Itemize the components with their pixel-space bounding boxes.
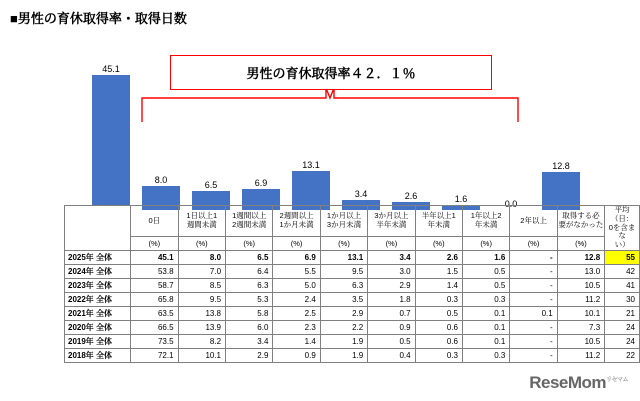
data-table xyxy=(64,205,640,363)
table-cell: 1.9 xyxy=(320,335,367,349)
table-cell: 0.5 xyxy=(462,279,509,293)
table-row-label: 2024年 全体 xyxy=(65,265,131,279)
table-row xyxy=(65,321,640,335)
table-cell: 24 xyxy=(605,335,640,349)
callout-text: 男性の育休取得率４２．１％ xyxy=(246,66,416,81)
bar-value-label: 1.6 xyxy=(454,194,468,205)
table-cell: 2.5 xyxy=(273,307,320,321)
table-cell: 0.5 xyxy=(415,307,462,321)
table-cell: 0.1 xyxy=(462,335,509,349)
bar-value-label: 45.1 xyxy=(102,63,120,74)
table-cell: 0.6 xyxy=(415,335,462,349)
bar-column xyxy=(538,161,584,210)
bar-value-label: 13.1 xyxy=(302,159,320,170)
table-cell: 13.8 xyxy=(178,307,225,321)
table-row xyxy=(65,265,640,279)
table-column-unit: (%) xyxy=(368,237,415,251)
table-column-header: 1週間以上 2週間未満 xyxy=(226,206,273,237)
table-cell: - xyxy=(510,335,557,349)
table-cell: 1.4 xyxy=(415,279,462,293)
bar xyxy=(92,75,130,210)
table-column-header: 平均（日： 0を含まな い） xyxy=(605,206,640,251)
table-row xyxy=(65,293,640,307)
table-cell: 7.0 xyxy=(178,265,225,279)
table-cell: 22 xyxy=(605,349,640,363)
table-cell: 2.9 xyxy=(320,307,367,321)
table-cell: 5.5 xyxy=(273,265,320,279)
table-column-header: 0日 xyxy=(131,206,178,237)
table-corner-cell xyxy=(65,206,131,251)
table-column-header: 3か月以上 半年未満 xyxy=(368,206,415,237)
table-cell: - xyxy=(510,321,557,335)
table-cell: 8.2 xyxy=(178,335,225,349)
table-cell: 55 xyxy=(605,251,640,265)
table-cell: 5.0 xyxy=(273,279,320,293)
table-cell: 10.5 xyxy=(557,335,604,349)
table-cell: 10.5 xyxy=(557,279,604,293)
table-cell: 6.3 xyxy=(320,279,367,293)
table-cell: 10.1 xyxy=(557,307,604,321)
table-cell: 72.1 xyxy=(131,349,178,363)
table-cell: 12.8 xyxy=(557,251,604,265)
table-cell: 11.2 xyxy=(557,349,604,363)
table-row xyxy=(65,279,640,293)
table-cell: 0.3 xyxy=(415,349,462,363)
table-cell: 3.0 xyxy=(368,265,415,279)
table-cell: 2.9 xyxy=(226,349,273,363)
table-cell: 13.9 xyxy=(178,321,225,335)
table-cell: 24 xyxy=(605,321,640,335)
table-cell: 1.4 xyxy=(273,335,320,349)
table-cell: 0.1 xyxy=(462,307,509,321)
table-column-unit: (%) xyxy=(462,237,509,251)
table-column-unit: (%) xyxy=(557,237,604,251)
table-row xyxy=(65,335,640,349)
table-cell: - xyxy=(510,251,557,265)
table-cell: 6.4 xyxy=(226,265,273,279)
table-cell: 0.7 xyxy=(368,307,415,321)
table-cell: 6.5 xyxy=(226,251,273,265)
bar-value-label: 0.0 xyxy=(504,199,518,209)
table-header-row xyxy=(65,206,640,237)
table-cell: 2.6 xyxy=(415,251,462,265)
data-table-wrapper xyxy=(64,205,640,363)
table-column-header: 1か月以上 3か月未満 xyxy=(320,206,367,237)
table-cell: 6.0 xyxy=(226,321,273,335)
brace-bracket xyxy=(140,86,530,126)
table-body xyxy=(65,251,640,363)
table-cell: 73.5 xyxy=(131,335,178,349)
table-cell: - xyxy=(510,265,557,279)
table-cell: 0.1 xyxy=(462,321,509,335)
table-cell: 3.4 xyxy=(226,335,273,349)
table-cell: 0.1 xyxy=(510,307,557,321)
table-cell: 9.5 xyxy=(178,293,225,307)
table-column-unit: (%) xyxy=(510,237,557,251)
table-column-header: 取得する必 要がなかった xyxy=(557,206,604,237)
table-cell: 1.9 xyxy=(320,349,367,363)
table-column-header: 1日以上1 週間未満 xyxy=(178,206,225,237)
table-column-unit: (%) xyxy=(226,237,273,251)
table-column-unit: (%) xyxy=(320,237,367,251)
table-cell: 66.5 xyxy=(131,321,178,335)
table-column-header: 2年以上 xyxy=(510,206,557,237)
bar-value-label: 2.6 xyxy=(404,191,418,202)
table-cell: 6.3 xyxy=(226,279,273,293)
table-column-unit: (%) xyxy=(178,237,225,251)
table-column-header: 1年以上2 年未満 xyxy=(462,206,509,237)
table-cell: 3.5 xyxy=(320,293,367,307)
page-title: ■男性の育休取得率・取得日数 xyxy=(10,11,187,26)
table-column-unit: (%) xyxy=(273,237,320,251)
table-cell: 41 xyxy=(605,279,640,293)
table-cell: 2.3 xyxy=(273,321,320,335)
table-column-header: 2週間以上 1か月未満 xyxy=(273,206,320,237)
table-row-label: 2023年 全体 xyxy=(65,279,131,293)
bar-value-label: 12.8 xyxy=(552,160,570,171)
table-cell: - xyxy=(510,279,557,293)
bar-column xyxy=(288,160,334,210)
table-row-label: 2021年 全体 xyxy=(65,307,131,321)
bar-column xyxy=(88,64,134,210)
table-row-label: 2020年 全体 xyxy=(65,321,131,335)
site-logo xyxy=(529,373,628,393)
table-cell: 0.3 xyxy=(462,349,509,363)
table-cell: - xyxy=(510,349,557,363)
table-cell: 0.5 xyxy=(462,265,509,279)
table-cell: 0.5 xyxy=(368,335,415,349)
table-cell: 65.8 xyxy=(131,293,178,307)
table-cell: 58.7 xyxy=(131,279,178,293)
table-cell: 0.4 xyxy=(368,349,415,363)
table-cell: 2.4 xyxy=(273,293,320,307)
table-column-header: 半年以上1 年未満 xyxy=(415,206,462,237)
table-cell: 6.9 xyxy=(273,251,320,265)
table-row xyxy=(65,307,640,321)
table-cell: 2.9 xyxy=(368,279,415,293)
table-cell: 13.0 xyxy=(557,265,604,279)
table-cell: 2.2 xyxy=(320,321,367,335)
table-row xyxy=(65,251,640,265)
table-column-unit: (%) xyxy=(131,237,178,251)
table-cell: 0.6 xyxy=(415,321,462,335)
table-cell: 8.5 xyxy=(178,279,225,293)
bar-value-label: 3.4 xyxy=(354,188,368,199)
bar-value-label: 6.5 xyxy=(204,179,218,190)
table-cell: 30 xyxy=(605,293,640,307)
table-cell: 5.8 xyxy=(226,307,273,321)
table-row-label: 2022年 全体 xyxy=(65,293,131,307)
site-logo-sub: リセマム xyxy=(606,377,628,384)
table-cell: 21 xyxy=(605,307,640,321)
table-cell: 0.3 xyxy=(462,293,509,307)
table-column-unit: (%) xyxy=(415,237,462,251)
bar-value-label: 6.9 xyxy=(254,178,268,189)
table-cell: 7.3 xyxy=(557,321,604,335)
bar-value-label: 8.0 xyxy=(154,175,168,185)
table-cell: 10.1 xyxy=(178,349,225,363)
table-cell: 1.6 xyxy=(462,251,509,265)
table-row xyxy=(65,349,640,363)
table-cell: 0.9 xyxy=(273,349,320,363)
table-cell: 63.5 xyxy=(131,307,178,321)
table-unit-row xyxy=(65,237,640,251)
table-cell: 8.0 xyxy=(178,251,225,265)
callout-box xyxy=(170,55,492,90)
table-cell: - xyxy=(510,293,557,307)
table-cell: 9.5 xyxy=(320,265,367,279)
table-cell: 13.1 xyxy=(320,251,367,265)
table-row-label: 2019年 全体 xyxy=(65,335,131,349)
table-cell: 1.8 xyxy=(368,293,415,307)
table-row-label: 2018年 全体 xyxy=(65,349,131,363)
table-cell: 0.9 xyxy=(368,321,415,335)
table-cell: 42 xyxy=(605,265,640,279)
table-cell: 11.2 xyxy=(557,293,604,307)
table-cell: 45.1 xyxy=(131,251,178,265)
table-row-label: 2025年 全体 xyxy=(65,251,131,265)
table-cell: 53.8 xyxy=(131,265,178,279)
table-cell: 1.5 xyxy=(415,265,462,279)
table-cell: 5.3 xyxy=(226,293,273,307)
site-logo-text: ReseMom xyxy=(529,373,607,392)
table-cell: 0.3 xyxy=(415,293,462,307)
table-cell: 3.4 xyxy=(368,251,415,265)
